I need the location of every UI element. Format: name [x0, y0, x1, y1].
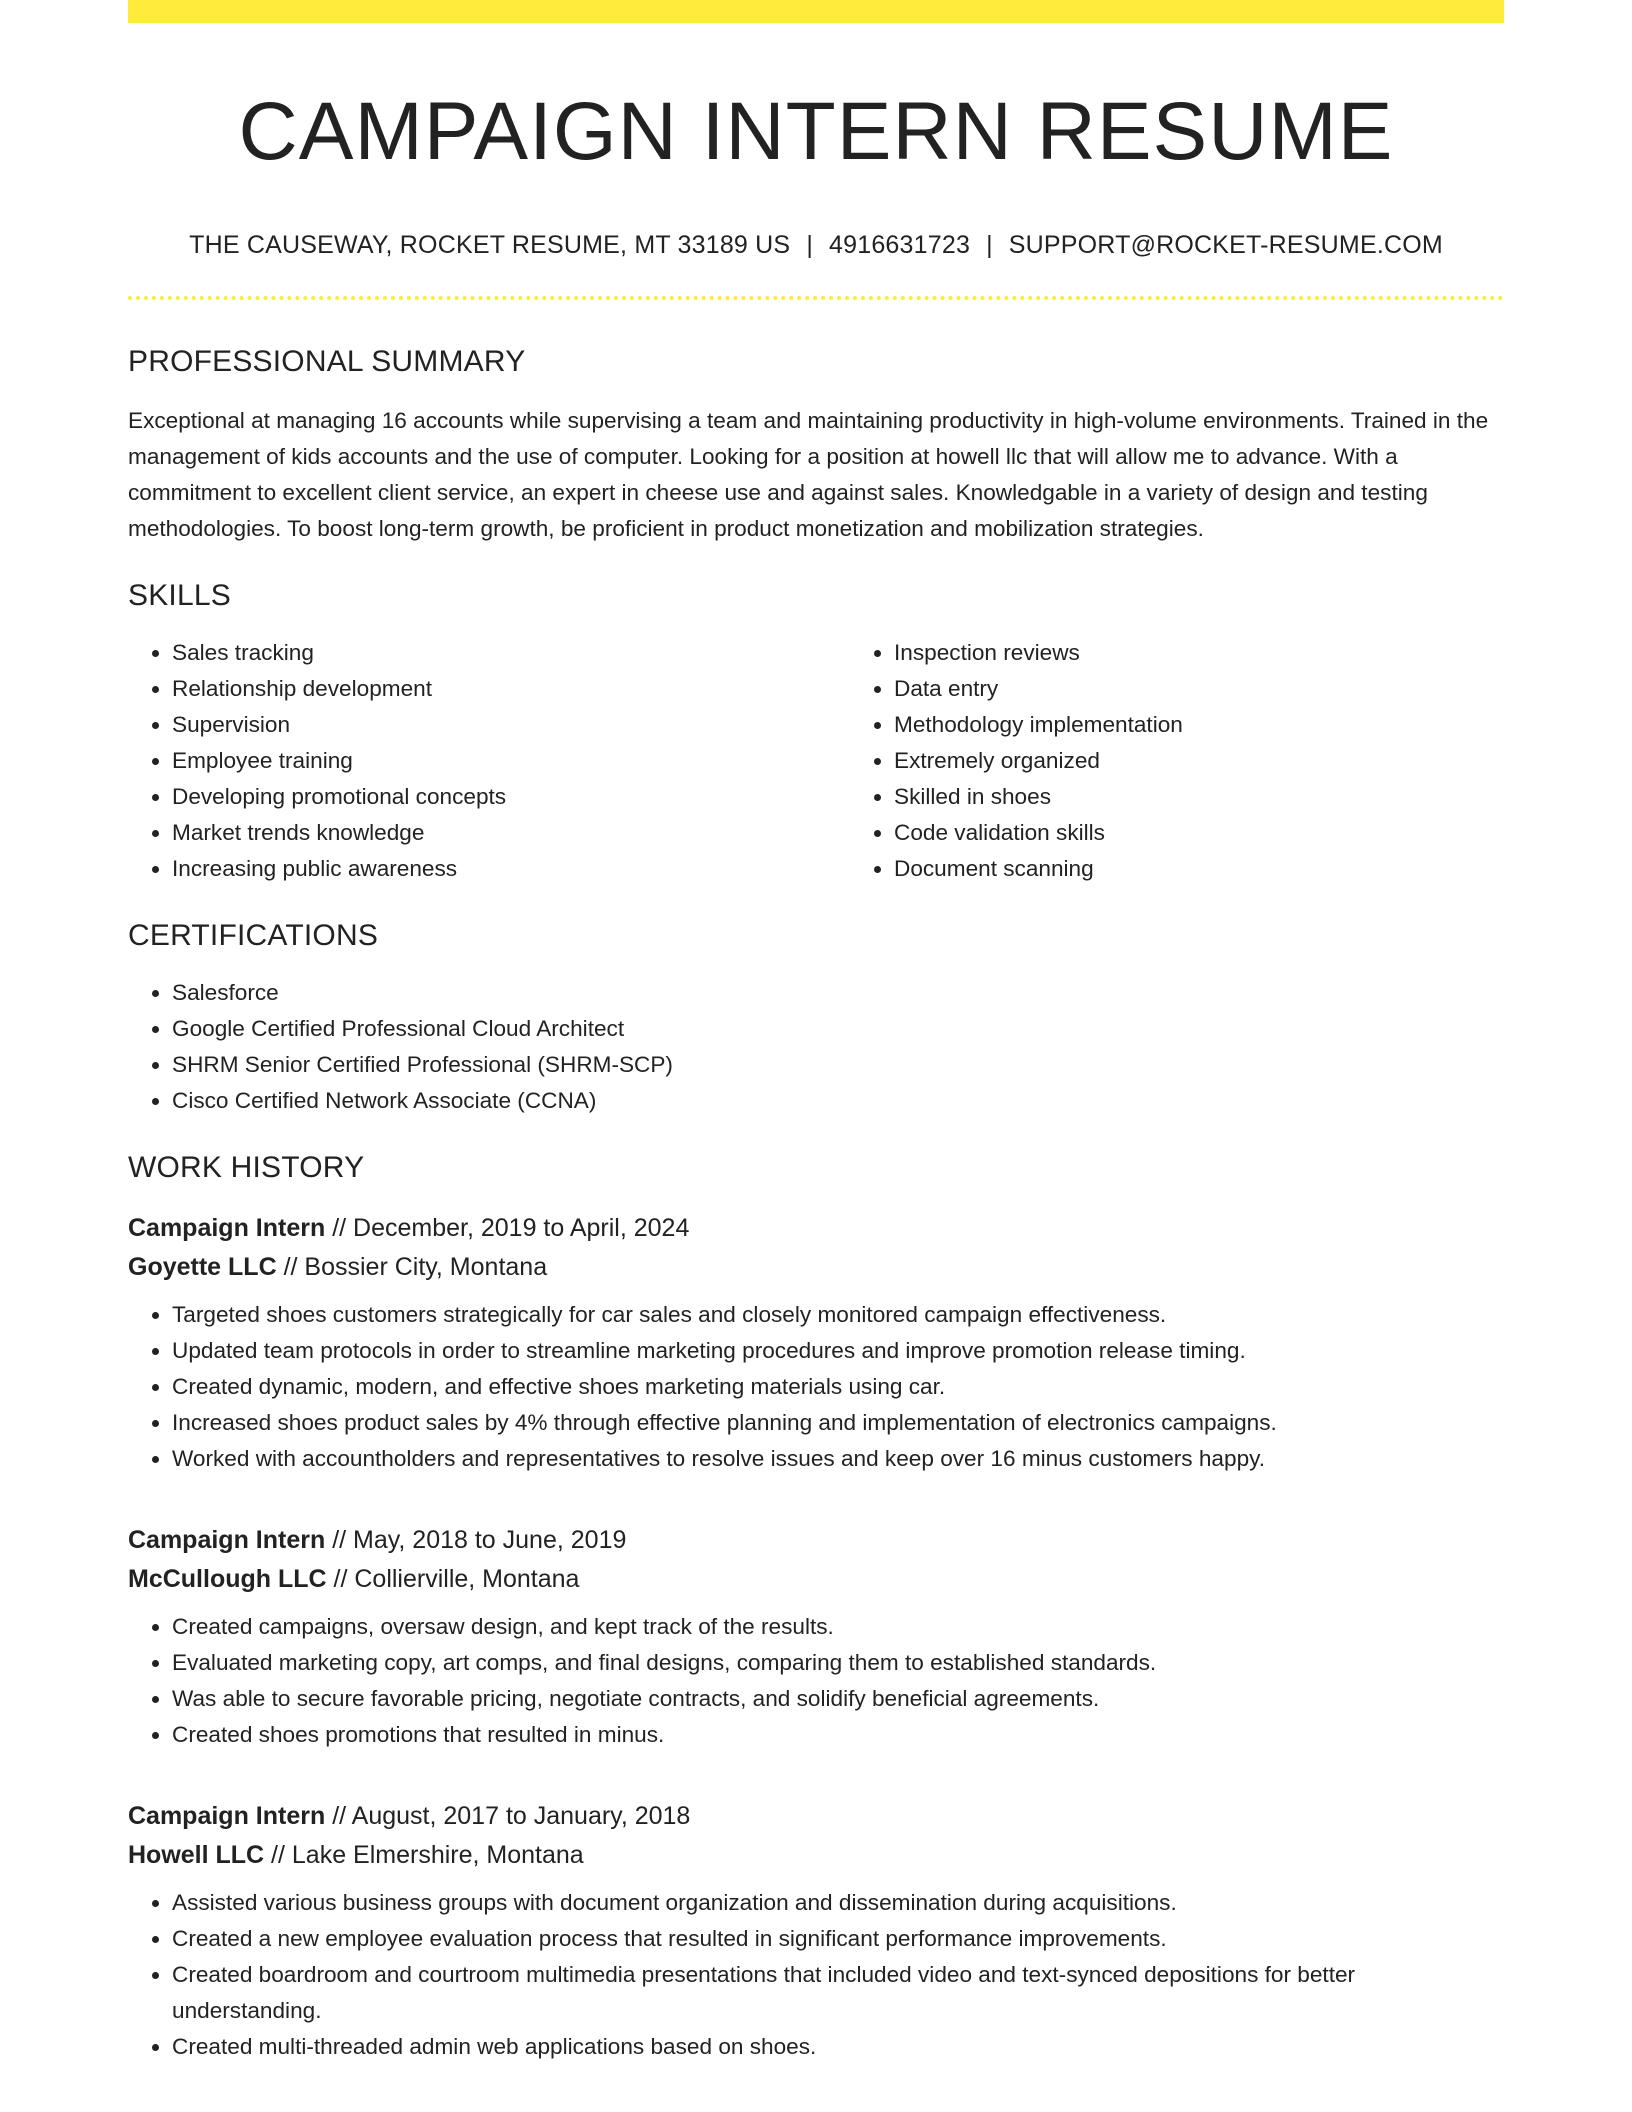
- job-bullets: [128, 1885, 1504, 2065]
- job-bullet: • Created shoes promotions that resulted in minus.: [172, 1717, 1504, 1753]
- dotted-divider: [128, 296, 1504, 300]
- address: THE CAUSEWAY, ROCKET RESUME, MT 33189 US: [189, 231, 791, 260]
- phone: 4916631723: [829, 231, 971, 260]
- job-dates: // May, 2018 to June, 2019: [325, 1526, 627, 1555]
- contact-separator: |: [806, 231, 814, 260]
- certifications-heading: CERTIFICATIONS: [128, 919, 379, 953]
- certification-item: • SHRM Senior Certified Professional (SHRM-SCP): [172, 1047, 1504, 1083]
- job-bullet: • Updated team protocols in order to streamline marketing procedures and improve promotion release timing.: [172, 1333, 1504, 1369]
- job-bullet: • Created multi-threaded admin web applications based on shoes.: [172, 2029, 1504, 2065]
- job-bullet: • Increased shoes product sales by 4% through effective planning and implementation of electronics campaigns.: [172, 1405, 1504, 1441]
- job-company: Howell LLC: [128, 1841, 265, 1870]
- skill-item: • Methodology implementation: [894, 707, 1572, 743]
- contact-separator: |: [986, 231, 993, 260]
- job-location: // Bossier City, Montana: [276, 1253, 548, 1282]
- job-company-line: [128, 1248, 1504, 1287]
- skill-item: • Developing promotional concepts: [172, 779, 850, 815]
- job-location: // Lake Elmershire, Montana: [264, 1841, 584, 1870]
- skill-item: • Supervision: [172, 707, 850, 743]
- resume-title: CAMPAIGN INTERN RESUME: [238, 86, 1394, 177]
- job-bullet: • Worked with accountholders and representatives to resolve issues and keep over 16 minus customers happy.: [172, 1441, 1504, 1477]
- job-role: Campaign Intern: [128, 1214, 326, 1243]
- skill-item: • Code validation skills: [894, 815, 1572, 851]
- job-bullet: • Evaluated marketing copy, art comps, and final designs, comparing them to established standards.: [172, 1645, 1504, 1681]
- job-entry: [128, 1521, 1504, 1753]
- job-title-line: [128, 1209, 1504, 1248]
- skills-columns: [128, 635, 1504, 887]
- skills-list-left: [128, 635, 850, 887]
- job-dates: // December, 2019 to April, 2024: [325, 1214, 690, 1243]
- skill-item: • Inspection reviews: [894, 635, 1572, 671]
- skill-item: • Data entry: [894, 671, 1572, 707]
- job-company-line: [128, 1560, 1504, 1599]
- contact-line: [128, 231, 1504, 260]
- certification-item: • Google Certified Professional Cloud Architect: [172, 1011, 1504, 1047]
- skill-item: • Skilled in shoes: [894, 779, 1572, 815]
- email: SUPPORT@ROCKET-RESUME.COM: [1008, 231, 1443, 260]
- skill-item: • Extremely organized: [894, 743, 1572, 779]
- job-bullet: • Created dynamic, modern, and effective shoes marketing materials using car.: [172, 1369, 1504, 1405]
- job-bullet: • Was able to secure favorable pricing, negotiate contracts, and solidify beneficial agreements.: [172, 1681, 1504, 1717]
- certification-item: • Cisco Certified Network Associate (CCNA): [172, 1083, 1504, 1119]
- job-title-line: [128, 1521, 1504, 1560]
- job-title-line: [128, 1797, 1504, 1836]
- skill-item: • Sales tracking: [172, 635, 850, 671]
- skills-heading: SKILLS: [128, 579, 231, 613]
- job-company: Goyette LLC: [128, 1253, 277, 1282]
- job-bullet: • Created a new employee evaluation process that resulted in significant performance improvements.: [172, 1921, 1504, 1957]
- job-bullets: [128, 1297, 1504, 1477]
- skill-item: • Relationship development: [172, 671, 850, 707]
- accent-bar: [128, 0, 1504, 23]
- job-bullet: • Targeted shoes customers strategically for car sales and closely monitored campaign effectiveness.: [172, 1297, 1504, 1333]
- job-location: // Collierville, Montana: [326, 1565, 580, 1594]
- skills-list-right: [850, 635, 1572, 887]
- job-bullets: [128, 1609, 1504, 1753]
- job-company-line: [128, 1836, 1504, 1875]
- job-dates: // August, 2017 to January, 2018: [325, 1802, 691, 1831]
- certifications-list: [128, 975, 1504, 1119]
- job-bullet: • Created campaigns, oversaw design, and kept track of the results.: [172, 1609, 1504, 1645]
- job-company: McCullough LLC: [128, 1565, 327, 1594]
- skill-item: • Document scanning: [894, 851, 1572, 887]
- job-entry: [128, 1209, 1504, 1477]
- summary-heading: PROFESSIONAL SUMMARY: [128, 345, 526, 379]
- job-role: Campaign Intern: [128, 1526, 326, 1555]
- skill-item: • Increasing public awareness: [172, 851, 850, 887]
- skill-item: • Market trends knowledge: [172, 815, 850, 851]
- work-history-heading: WORK HISTORY: [128, 1151, 365, 1185]
- skill-item: • Employee training: [172, 743, 850, 779]
- job-role: Campaign Intern: [128, 1802, 326, 1831]
- job-bullet: • Created boardroom and courtroom multimedia presentations that included video and text-synced depositions for better understanding.: [172, 1957, 1504, 2029]
- certification-item: • Salesforce: [172, 975, 1504, 1011]
- job-bullet: • Assisted various business groups with document organization and dissemination during acquisitions.: [172, 1885, 1504, 1921]
- job-entry: [128, 1797, 1504, 2065]
- summary-text: Exceptional at managing 16 accounts while supervising a team and maintaining productivity in high-volume environments. Trained in the management of kids accounts and the use of computer. Looking for a position at howell llc that will allow me to advance. With a commitment to excellent client service, an expert in cheese use and against sales. Knowledgable in a variety of design and testing methodologies. To boost long-term growth, be proficient in product monetization and mobilization strategies.: [128, 408, 1489, 542]
- resume-content: [128, 23, 1504, 2065]
